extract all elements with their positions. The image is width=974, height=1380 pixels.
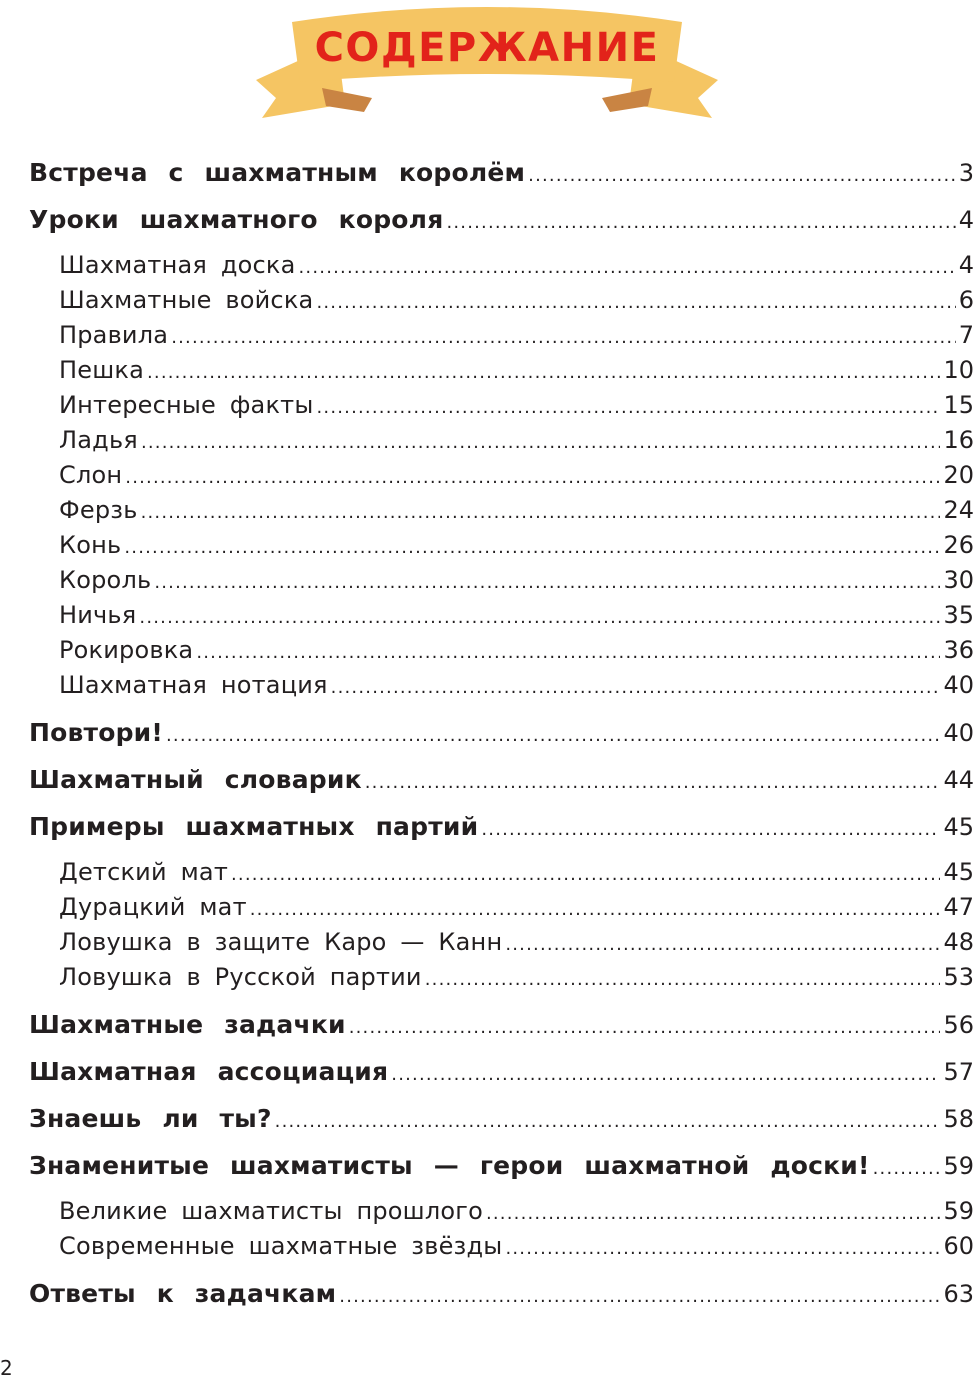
toc-entry-title: Шахматная доска: [59, 251, 296, 279]
toc-entry-page: 60: [943, 1232, 974, 1260]
dot-leader: [316, 292, 955, 313]
dot-leader: [505, 934, 940, 955]
toc-entry-page: 40: [943, 719, 974, 747]
dot-leader: [250, 899, 941, 920]
dot-leader: [505, 1238, 940, 1259]
toc-entry[interactable]: [29, 812, 974, 846]
toc-entry-title: Шахматная ассоциация: [29, 1057, 389, 1086]
toc-entry-title: Пешка: [59, 356, 144, 384]
toc-entry[interactable]: [29, 718, 974, 752]
dot-leader: [196, 642, 940, 663]
toc-entry-page: 44: [943, 766, 974, 794]
toc-entry-title: Ферзь: [59, 496, 138, 524]
toc-entry-title: Ловушка в Русской партии: [59, 963, 422, 991]
toc-entry-title: Уроки шахматного короля: [29, 205, 444, 234]
toc-entry-title: Шахматные войска: [59, 286, 314, 314]
dot-leader: [275, 1111, 941, 1132]
toc-entry-page: 45: [943, 813, 974, 841]
toc-entry[interactable]: [29, 1010, 974, 1044]
toc-entry[interactable]: [59, 963, 974, 997]
toc-entry-page: 4: [958, 206, 974, 234]
toc-entry-page: 36: [943, 636, 974, 664]
toc-entry[interactable]: [59, 461, 974, 495]
dot-leader: [154, 572, 940, 593]
toc-entry-page: 3: [958, 159, 974, 187]
toc-entry-title: Знаменитые шахматисты — герои шахматной доски!: [29, 1151, 870, 1180]
toc-entry[interactable]: [59, 636, 974, 670]
toc-entry-title: Шахматная нотация: [59, 671, 328, 699]
toc-entry[interactable]: [59, 566, 974, 600]
dot-leader: [425, 969, 941, 990]
toc-entry-page: 59: [943, 1197, 974, 1225]
toc-entry[interactable]: [59, 496, 974, 530]
dot-leader: [171, 327, 956, 348]
dot-leader: [391, 1064, 940, 1085]
toc-entry-title: Шахматные задачки: [29, 1010, 346, 1039]
toc-entry-title: Слон: [59, 461, 123, 489]
dot-leader: [166, 725, 940, 746]
toc-entry[interactable]: [59, 601, 974, 635]
toc-entry-title: Ничья: [59, 601, 137, 629]
toc-entry-title: Встреча с шахматным королём: [29, 158, 526, 187]
toc-entry-title: Дурацкий мат: [59, 893, 247, 921]
toc-entry-title: Конь: [59, 531, 122, 559]
toc-entry-title: Примеры шахматных партий: [29, 812, 479, 841]
toc-entry[interactable]: [29, 158, 974, 192]
toc-entry[interactable]: [59, 858, 974, 892]
dot-leader: [331, 677, 941, 698]
toc-entry-page: 15: [943, 391, 974, 419]
toc-entry[interactable]: [59, 251, 974, 285]
toc-entry[interactable]: [59, 426, 974, 460]
dot-leader: [528, 165, 956, 186]
toc-entry-page: 6: [958, 286, 974, 314]
dot-leader: [141, 432, 941, 453]
page-number: 2: [0, 1356, 13, 1380]
toc-entry-title: Повтори!: [29, 718, 163, 747]
toc-entry[interactable]: [59, 321, 974, 355]
toc-entry-title: Ответы к задачкам: [29, 1279, 337, 1308]
toc-entry-title: Детский мат: [59, 858, 229, 886]
toc-entry[interactable]: [59, 893, 974, 927]
toc-entry-page: 58: [943, 1105, 974, 1133]
toc-entry-title: Современные шахматные звёзды: [59, 1232, 503, 1260]
dot-leader: [141, 502, 941, 523]
dot-leader: [316, 397, 940, 418]
toc-entry-title: Великие шахматисты прошлого: [59, 1197, 483, 1225]
toc-entry-page: 40: [943, 671, 974, 699]
dot-leader: [339, 1286, 940, 1307]
toc-entry[interactable]: [59, 671, 974, 705]
dot-leader: [365, 772, 941, 793]
dot-leader: [299, 257, 956, 278]
dot-leader: [125, 467, 940, 488]
page-title: СОДЕРЖАНИЕ: [314, 25, 660, 71]
toc-entry-page: 4: [958, 251, 974, 279]
toc-entry[interactable]: [59, 356, 974, 390]
toc-entry[interactable]: [59, 531, 974, 565]
toc-entry[interactable]: [29, 1104, 974, 1138]
toc-entry[interactable]: [59, 1197, 974, 1231]
toc-entry-page: 7: [958, 321, 974, 349]
toc-entry-page: 56: [943, 1011, 974, 1039]
toc-entry-page: 16: [943, 426, 974, 454]
toc-entry[interactable]: [59, 286, 974, 320]
dot-leader: [481, 819, 940, 840]
toc-entry-title: Король: [59, 566, 152, 594]
toc-entry-page: 26: [943, 531, 974, 559]
dot-leader: [446, 212, 955, 233]
toc-entry-page: 53: [943, 963, 974, 991]
toc-entry-page: 57: [943, 1058, 974, 1086]
dot-leader: [231, 864, 940, 885]
toc-entry-page: 59: [943, 1152, 974, 1180]
toc-entry-title: Ладья: [59, 426, 138, 454]
toc-entry[interactable]: [29, 765, 974, 799]
toc-entry[interactable]: [59, 391, 974, 425]
toc-entry-page: 45: [943, 858, 974, 886]
toc-entry-page: 47: [943, 893, 974, 921]
toc-entry[interactable]: [29, 1151, 974, 1185]
dot-leader: [873, 1158, 941, 1179]
toc-entry-page: 35: [943, 601, 974, 629]
toc-entry-page: 10: [943, 356, 974, 384]
toc-entry[interactable]: [29, 1279, 974, 1313]
toc-entry-page: 63: [943, 1280, 974, 1308]
toc-entry-title: Шахматный словарик: [29, 765, 362, 794]
toc-entry[interactable]: [29, 1057, 974, 1091]
toc-entry[interactable]: [29, 205, 974, 239]
toc-entry-page: 48: [943, 928, 974, 956]
toc-entry[interactable]: [59, 1232, 974, 1266]
toc-entry[interactable]: [59, 928, 974, 962]
toc-entry-title: Ловушка в защите Каро — Канн: [59, 928, 503, 956]
dot-leader: [147, 362, 940, 383]
toc-entry-title: Интересные факты: [59, 391, 314, 419]
toc-entry-page: 24: [943, 496, 974, 524]
toc-entry-page: 30: [943, 566, 974, 594]
toc-entry-page: 20: [943, 461, 974, 489]
toc-entry-title: Знаешь ли ты?: [29, 1104, 272, 1133]
dot-leader: [139, 607, 940, 628]
dot-leader: [349, 1017, 941, 1038]
dot-leader: [124, 537, 940, 558]
toc-entry-title: Правила: [59, 321, 169, 349]
toc-entry-title: Рокировка: [59, 636, 194, 664]
dot-leader: [486, 1203, 940, 1224]
